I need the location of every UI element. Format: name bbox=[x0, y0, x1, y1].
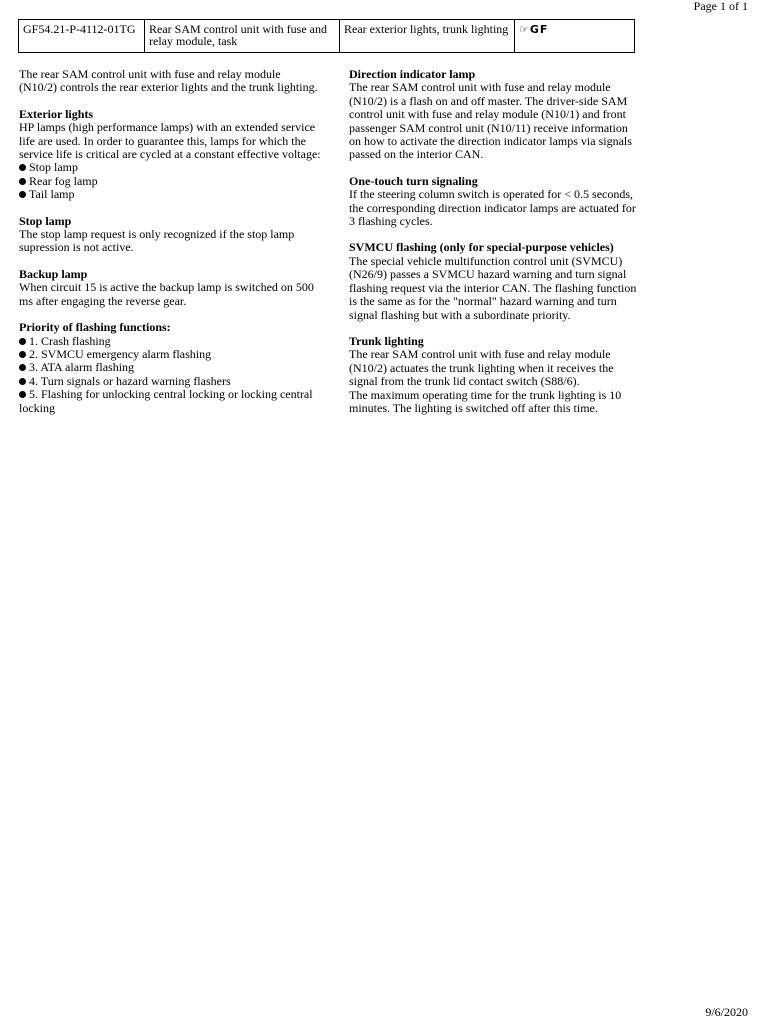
bullet-icon bbox=[19, 378, 26, 385]
list-item bbox=[19, 161, 321, 174]
bullet-icon bbox=[19, 164, 26, 171]
trunk-lighting-text-2: The maximum operating time for the trunk lighting is 10 minutes. The lighting is switched off after this time. bbox=[349, 387, 622, 415]
one-touch-section bbox=[349, 175, 641, 229]
list-item bbox=[19, 348, 321, 361]
document-header-table bbox=[18, 19, 635, 53]
page-number: Page 1 of 1 bbox=[693, 0, 748, 13]
exterior-lights-section bbox=[19, 108, 321, 202]
left-column bbox=[19, 68, 321, 428]
list-item bbox=[19, 388, 321, 415]
list-item-text: 3. ATA alarm flashing bbox=[29, 360, 135, 375]
list-item bbox=[19, 375, 321, 388]
exterior-lights-heading: Exterior lights bbox=[19, 106, 94, 121]
stop-lamp-section bbox=[19, 215, 321, 255]
svmcu-section bbox=[349, 241, 641, 321]
list-item bbox=[19, 361, 321, 374]
svmcu-heading: SVMCU flashing (only for special-purpose vehicles) bbox=[349, 240, 614, 255]
backup-lamp-text: When circuit 15 is active the backup lamp is switched on 500 ms after engaging the reverse gear. bbox=[19, 280, 314, 308]
trunk-lighting-heading: Trunk lighting bbox=[349, 333, 424, 348]
exterior-lights-text: HP lamps (high performance lamps) with an extended service life are used. In order to guarantee this, lamps for which the service life is critical are cycled at a constant effective voltage: bbox=[19, 120, 321, 162]
backup-lamp-section bbox=[19, 268, 321, 308]
bullet-icon bbox=[19, 364, 26, 371]
right-column bbox=[349, 68, 641, 428]
bullet-icon bbox=[19, 391, 26, 398]
backup-lamp-heading: Backup lamp bbox=[19, 266, 88, 281]
list-item-text: Rear fog lamp bbox=[29, 173, 98, 188]
bullet-icon bbox=[19, 178, 26, 185]
doc-subject-cell: Rear exterior lights, trunk lighting bbox=[340, 20, 515, 53]
bullet-icon bbox=[19, 338, 26, 345]
list-item-text: 4. Turn signals or hazard warning flashers bbox=[29, 373, 231, 388]
direction-indicator-heading: Direction indicator lamp bbox=[349, 67, 476, 81]
trunk-lighting-section bbox=[349, 335, 641, 415]
direction-indicator-text: The rear SAM control unit with fuse and relay module (N10/2) is a flash on and off master. The driver-side SAM control unit with fuse and relay module (N10/1) and front passenger SAM control unit (N10/11) receive information on how to activate the direction indicator lamps via signals passed on the interior CAN. bbox=[349, 80, 632, 162]
bullet-icon bbox=[19, 351, 26, 358]
intro-text: The rear SAM control unit with fuse and relay module (N10/2) controls the rear exterior lights and the trunk lighting. bbox=[19, 67, 318, 95]
doc-title-cell: Rear SAM control unit with fuse and relay module, task bbox=[145, 20, 340, 53]
footer-date: 9/6/2020 bbox=[705, 1004, 748, 1019]
list-item-text: 5. Flashing for unlocking central locking or locking central locking bbox=[19, 387, 313, 415]
trunk-lighting-text: The rear SAM control unit with fuse and relay module (N10/2) actuates the trunk lighting when it receives the signal from the trunk lid contact switch (S88/6). bbox=[349, 347, 614, 389]
list-item bbox=[19, 175, 321, 188]
direction-indicator-section bbox=[349, 68, 641, 162]
stop-lamp-text: The stop lamp request is only recognized if the stop lamp supression is not active. bbox=[19, 227, 295, 255]
list-item-text: 1. Crash flashing bbox=[29, 333, 111, 348]
bullet-icon bbox=[19, 191, 26, 198]
stop-lamp-heading: Stop lamp bbox=[19, 213, 72, 228]
list-item-text: 2. SVMCU emergency alarm flashing bbox=[29, 346, 212, 361]
priority-heading: Priority of flashing functions: bbox=[19, 320, 171, 335]
priority-section bbox=[19, 321, 321, 415]
svmcu-text: The special vehicle multifunction control unit (SVMCU) (N26/9) passes a SVMCU hazard warning and turn signal flashing request via the interior CAN. The flashing function is the same as for the "normal" hazard warning and turn signal flashing but with a subordinate priority. bbox=[349, 253, 637, 322]
intro-section bbox=[19, 68, 321, 95]
list-item bbox=[19, 335, 321, 348]
list-item-text: Stop lamp bbox=[29, 160, 79, 175]
gf-logo-icon: ☞GF bbox=[519, 23, 549, 36]
list-item bbox=[19, 188, 321, 201]
doc-id-cell: GF54.21-P-4112-01TG bbox=[19, 20, 145, 53]
one-touch-heading: One-touch turn signaling bbox=[349, 173, 478, 188]
logo-cell bbox=[515, 20, 635, 53]
list-item-text: Tail lamp bbox=[29, 187, 75, 202]
one-touch-text: If the steering column switch is operated for < 0.5 seconds, the corresponding direction indicator lamps are actuated for 3 flashing cycles. bbox=[349, 187, 636, 229]
